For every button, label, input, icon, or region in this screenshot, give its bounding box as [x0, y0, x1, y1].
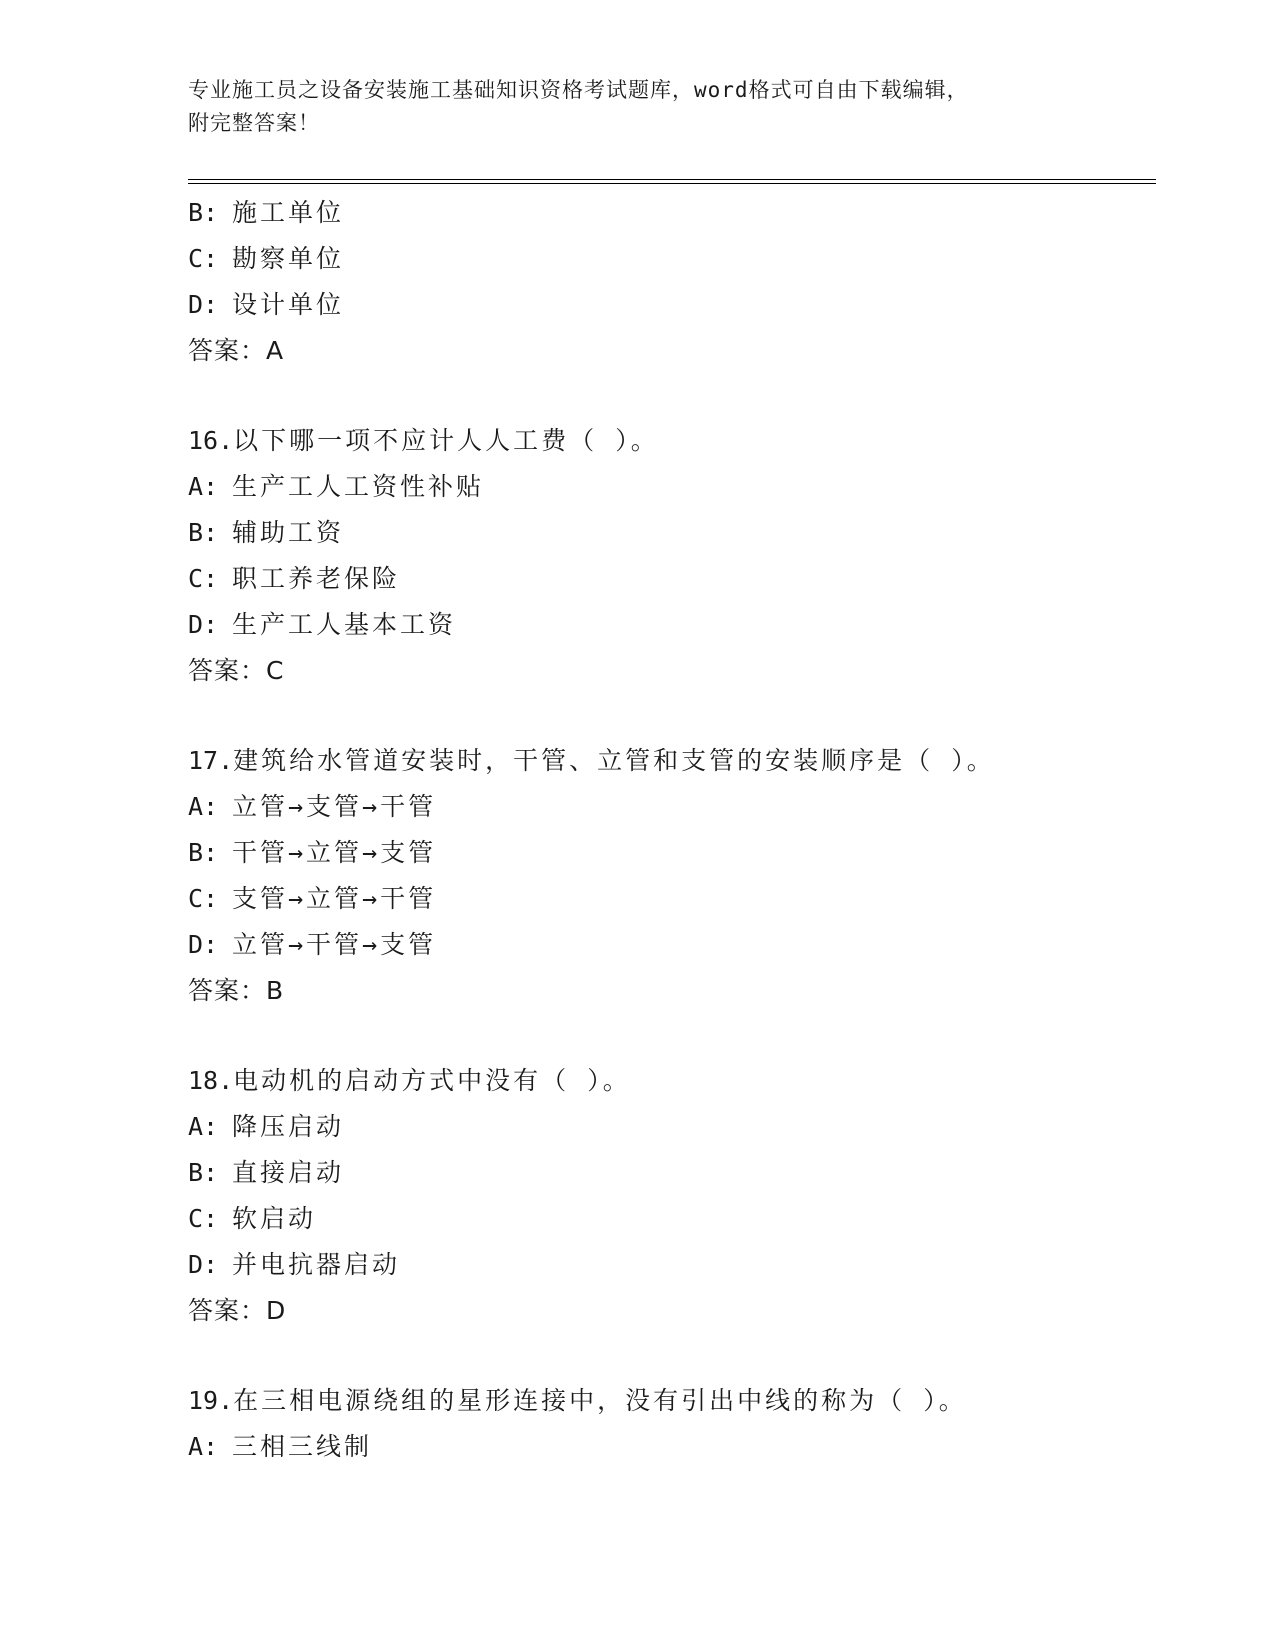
option-row	[188, 602, 1148, 648]
spacer	[188, 694, 1148, 738]
question-number: 18.	[188, 1066, 234, 1095]
option-row	[188, 1242, 1148, 1288]
option-text: 生产工人基本工资	[232, 610, 457, 639]
option-letter: C:	[188, 884, 219, 913]
option-row	[188, 922, 1148, 968]
option-letter: C:	[188, 244, 219, 273]
answer-line: 答案：B	[188, 976, 285, 1005]
spacer	[188, 1334, 1148, 1378]
answer-line: 答案：A	[188, 336, 285, 365]
question-stem	[188, 1378, 1148, 1424]
spacer	[188, 374, 1148, 418]
option-letter: D:	[188, 610, 219, 639]
option-row	[188, 236, 1148, 282]
document-header	[188, 74, 1088, 140]
option-letter: C:	[188, 564, 219, 593]
option-text: 直接启动	[232, 1158, 345, 1187]
header-divider-bottom	[188, 183, 1156, 184]
option-row	[188, 282, 1148, 328]
option-text: 三相三线制	[232, 1432, 373, 1461]
question-stem	[188, 418, 1148, 464]
option-text: 施工单位	[232, 198, 345, 227]
option-letter: D:	[188, 1250, 219, 1279]
option-text: 职工养老保险	[232, 564, 401, 593]
option-letter: A:	[188, 1112, 219, 1141]
question-block-18	[188, 1058, 1148, 1334]
question-text: 在三相电源绕组的星形连接中，没有引出中线的称为（ ）。	[233, 1386, 967, 1415]
question-stem	[188, 738, 1148, 784]
option-row	[188, 784, 1148, 830]
option-text: 立管→支管→干管	[232, 792, 437, 821]
option-letter: A:	[188, 472, 219, 501]
question-number: 19.	[188, 1386, 234, 1415]
question-text: 电动机的启动方式中没有（ ）。	[233, 1066, 631, 1095]
option-text: 干管→立管→支管	[232, 838, 437, 867]
option-row	[188, 556, 1148, 602]
option-letter: A:	[188, 792, 219, 821]
option-text: 降压启动	[232, 1112, 345, 1141]
option-letter: B:	[188, 1158, 219, 1187]
option-row	[188, 1150, 1148, 1196]
option-row	[188, 876, 1148, 922]
question-text: 建筑给水管道安装时，干管、立管和支管的安装顺序是（ ）。	[233, 746, 995, 775]
option-row	[188, 1104, 1148, 1150]
option-row	[188, 1424, 1148, 1470]
option-letter: B:	[188, 838, 219, 867]
option-text: 软启动	[232, 1204, 317, 1233]
question-block-15-continued	[188, 190, 1148, 374]
question-list	[188, 190, 1148, 1470]
option-letter: D:	[188, 290, 219, 319]
option-row	[188, 190, 1148, 236]
header-divider-top	[188, 179, 1156, 180]
option-row	[188, 1196, 1148, 1242]
option-text: 生产工人工资性补贴	[232, 472, 485, 501]
option-letter: B:	[188, 518, 219, 547]
question-number: 17.	[188, 746, 234, 775]
question-block-19	[188, 1378, 1148, 1470]
option-text: 勘察单位	[232, 244, 345, 273]
option-letter: D:	[188, 930, 219, 959]
answer-line: 答案：D	[188, 1296, 287, 1325]
question-block-16	[188, 418, 1148, 694]
question-stem	[188, 1058, 1148, 1104]
header-title-line-1: 专业施工员之设备安装施工基础知识资格考试题库，word格式可自由下载编辑，	[188, 78, 969, 102]
question-block-17	[188, 738, 1148, 1014]
option-letter: C:	[188, 1204, 219, 1233]
option-row	[188, 464, 1148, 510]
option-letter: B:	[188, 198, 219, 227]
question-text: 以下哪一项不应计人人工费（ ）。	[233, 426, 659, 455]
question-number: 16.	[188, 426, 234, 455]
option-text: 设计单位	[232, 290, 345, 319]
answer-line: 答案：C	[188, 656, 285, 685]
option-text: 支管→立管→干管	[232, 884, 437, 913]
option-text: 立管→干管→支管	[232, 930, 437, 959]
option-row	[188, 830, 1148, 876]
option-text: 辅助工资	[232, 518, 345, 547]
spacer	[188, 1014, 1148, 1058]
option-text: 并电抗器启动	[232, 1250, 401, 1279]
header-title-line-2: 附完整答案！	[188, 111, 320, 135]
option-letter: A:	[188, 1432, 219, 1461]
option-row	[188, 510, 1148, 556]
